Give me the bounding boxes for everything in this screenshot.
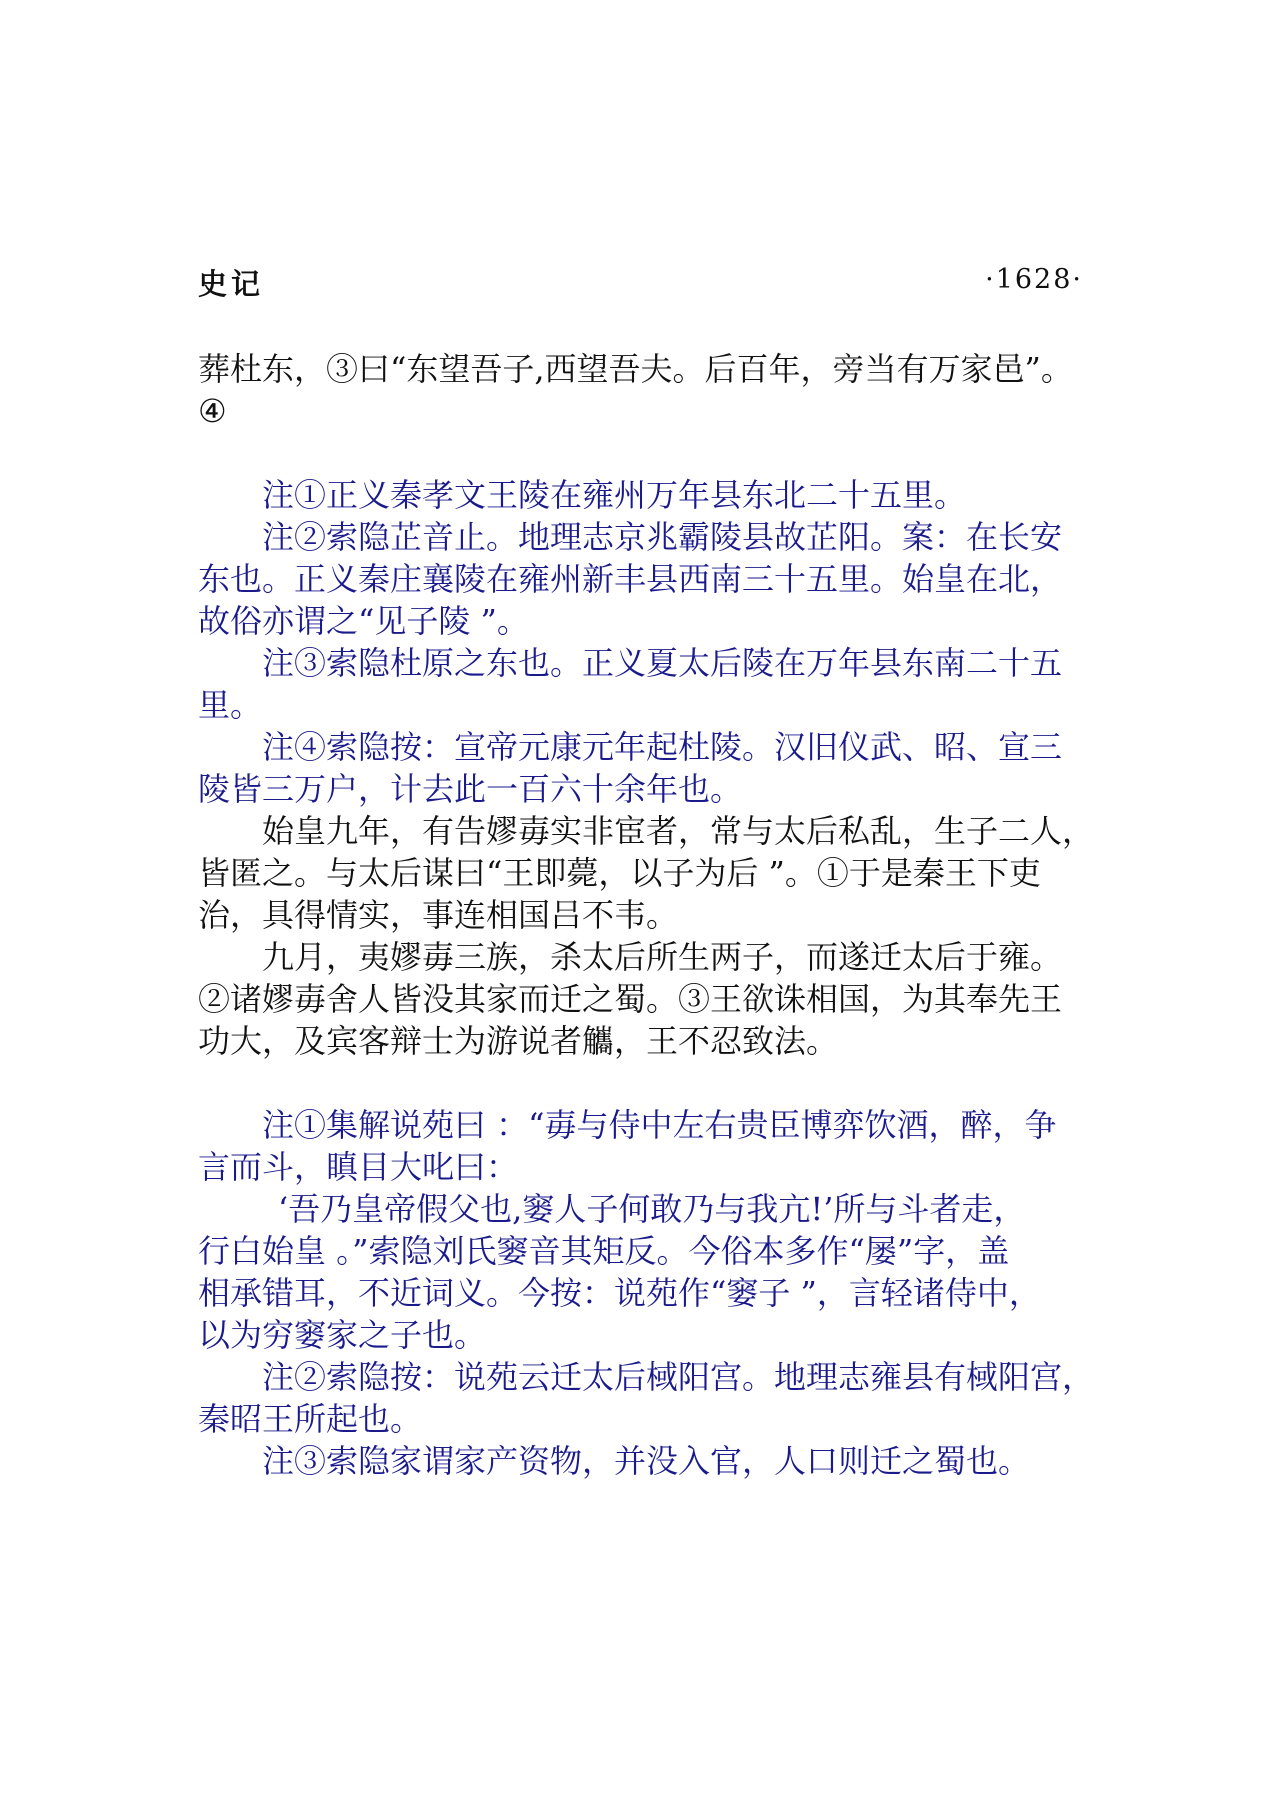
note-line: 注②索隐按：说苑云迁太后棫阳宫。地理志雍县有棫阳宫，: [262, 1358, 1095, 1396]
text-line: 皆匿之。与太后谋曰“王即薨，以子为后 ”。①于是秦王下吏: [198, 854, 1041, 892]
note-line: 注③索隐杜原之东也。正义夏太后陵在万年县东南二十五: [262, 644, 1063, 682]
paragraph-gap: [198, 432, 1098, 474]
text-line: 功大，及宾客辩士为游说者觿，王不忍致法。: [198, 1022, 839, 1060]
page-body: [198, 348, 1098, 1482]
note-line: 注②索隐芷音止。地理志京兆霸陵县故芷阳。案：在长安: [262, 518, 1063, 556]
book-title: 史记: [198, 267, 265, 301]
note-line: 故俗亦谓之“见子陵 ”。: [198, 602, 529, 640]
text-line: 葬杜东，③曰“东望吾子,西望吾夫。后百年，旁当有万家邑”。: [198, 350, 1073, 388]
text-line: 九月，夷嫪毐三族，杀太后所生两子，而遂迁太后于雍。: [262, 938, 1063, 976]
note-line: 秦昭王所起也。: [198, 1400, 423, 1438]
note-line: 注③索隐家谓家产资物，并没入官，人口则迁之蜀也。: [262, 1442, 1031, 1480]
note-line: 东也。正义秦庄襄陵在雍州新丰县西南三十五里。始皇在北，: [198, 560, 1063, 598]
note-line: 注①正义秦孝文王陵在雍州万年县东北二十五里。: [262, 476, 967, 514]
note-line: 注①集解说苑曰 ：“毐与侍中左右贵臣博弈饮酒，醉，争: [262, 1106, 1057, 1144]
paragraph-gap: [198, 1062, 1098, 1104]
note-line: ‘吾乃皇帝假父也,窭人子何敢乃与我亢!’所与斗者走，: [278, 1190, 1026, 1228]
note-line: 行白始皇 。”索隐刘氏窭音其矩反。今俗本多作“屡”字，盖: [198, 1232, 1010, 1270]
note-line: 言而斗，瞋目大叱曰：: [198, 1148, 519, 1186]
note-line: 以为穷窭家之子也。: [198, 1316, 487, 1354]
text-line: 治，具得情实，事连相国吕不韦。: [198, 896, 679, 934]
note-line: 陵皆三万户，计去此一百六十余年也。: [198, 770, 743, 808]
text-line: ②诸嫪毐舍人皆没其家而迁之蜀。③王欲诛相国，为其奉先王: [198, 980, 1063, 1018]
note-line: 里。: [198, 686, 263, 724]
note-line: 注④索隐按：宣帝元康元年起杜陵。汉旧仪武、昭、宣三: [262, 728, 1063, 766]
text-line: 始皇九年，有告嫪毐实非宦者，常与太后私乱，生子二人，: [262, 812, 1095, 850]
text-line: ④: [198, 392, 227, 430]
note-line: 相承错耳，不近词义。今按：说苑作“窭子 ”，言轻诸侍中，: [198, 1274, 1041, 1312]
page-header: [198, 262, 1083, 310]
page-number: ·1628·: [985, 264, 1083, 295]
